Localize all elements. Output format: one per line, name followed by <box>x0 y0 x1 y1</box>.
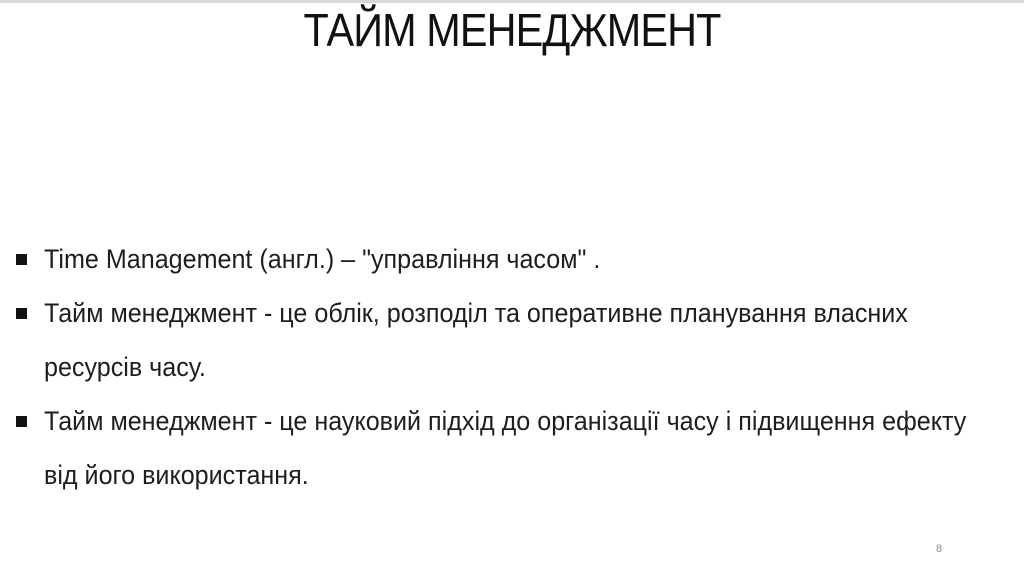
bullet-item <box>16 232 1006 286</box>
bullet-item <box>16 394 1006 502</box>
bullet-text: Time Management (англ.) – "управління часом" . <box>44 244 601 274</box>
square-bullet-icon <box>16 254 27 265</box>
bullet-item <box>16 286 1006 394</box>
square-bullet-icon <box>16 416 27 427</box>
square-bullet-icon <box>16 308 27 319</box>
slide-title: ТАЙМ МЕНЕДЖМЕНТ <box>303 4 721 56</box>
bullet-text: Тайм менеджмент - це облік, розподіл та оперативне планування власних ресурсів часу. <box>44 298 908 382</box>
bullet-list <box>16 232 1006 502</box>
bullet-text: Тайм менеджмент - це науковий підхід до організації часу і підвищення ефекту від його використання. <box>44 406 967 490</box>
page-number: 8 <box>936 543 943 555</box>
